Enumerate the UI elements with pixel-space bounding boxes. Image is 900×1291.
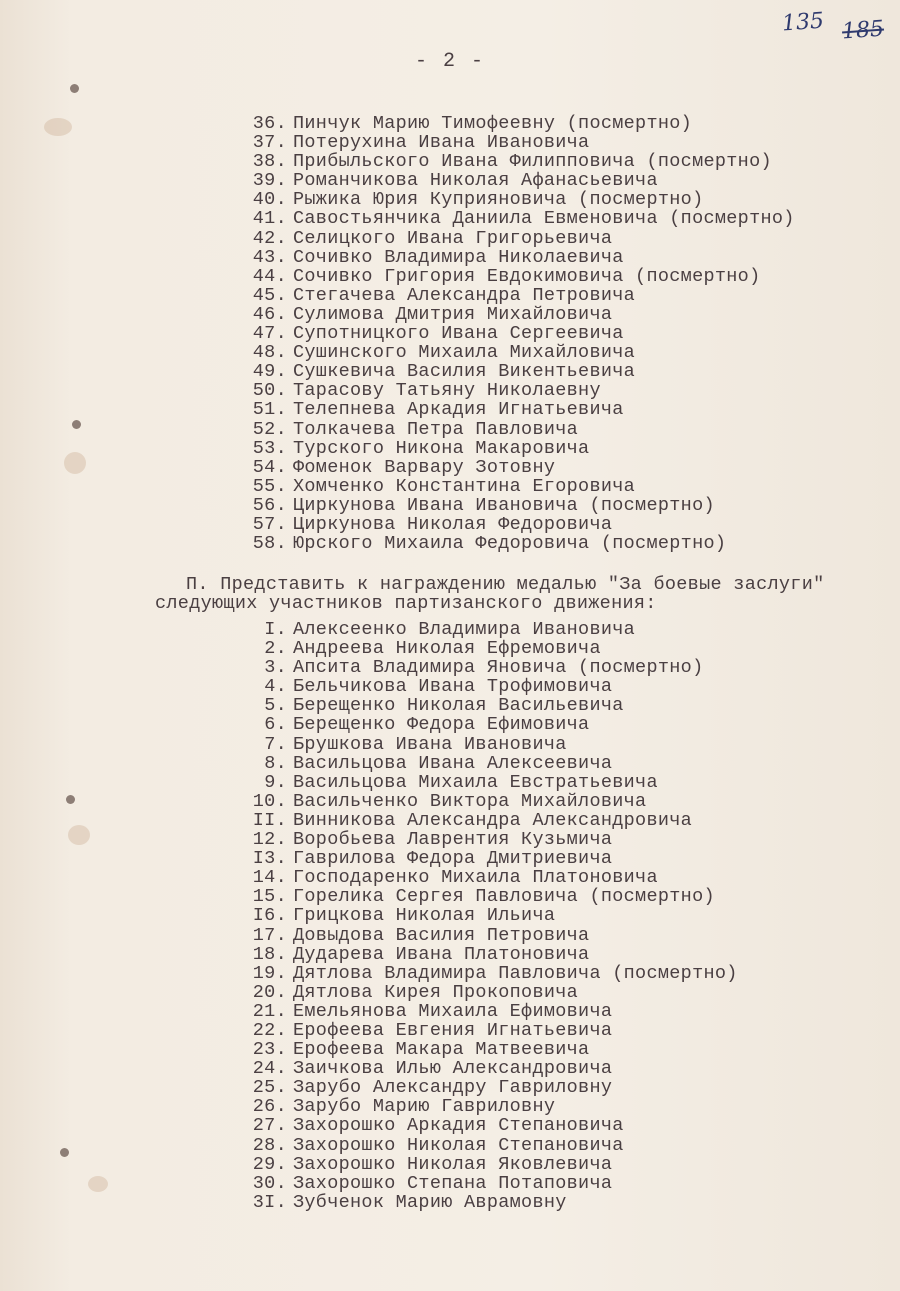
item-number: 42.	[252, 227, 287, 249]
person-name: Сушкевича Василия Викентьевича	[293, 361, 636, 383]
person-name: Хомченко Константина Егоровича	[293, 475, 636, 497]
list-item	[0, 1002, 900, 1021]
item-number: 38.	[252, 151, 287, 173]
person-name: Ерофеева Евгения Игнатьевича	[293, 1019, 613, 1041]
list-item	[0, 171, 900, 190]
person-name: Толкачева Петра Павловича	[293, 418, 579, 440]
item-number: I3.	[252, 848, 287, 870]
item-number: 45.	[252, 284, 287, 306]
person-name: Захорошко Степана Потаповича	[293, 1172, 613, 1194]
list-item	[0, 362, 900, 381]
person-name: Юрского Михаила Федоровича (посмертно)	[293, 533, 727, 555]
person-name: Васильченко Виктора Михайловича	[293, 790, 647, 812]
list-item	[0, 1097, 900, 1116]
person-name: Циркунова Николая Федоровича	[293, 513, 613, 535]
item-number: I.	[264, 619, 287, 640]
person-name: Дятлова Владимира Павловича (посмертно)	[293, 962, 738, 984]
section-heading-line1: П. Представить к награждению медалью "За боевые заслуги"	[186, 574, 825, 595]
list-item	[0, 439, 900, 458]
list-item	[0, 811, 900, 830]
person-name: Савостьянчика Даниила Евменовича (посмертно)	[293, 208, 795, 230]
person-name: Горелика Сергея Павловича (посмертно)	[293, 886, 715, 908]
list-item	[0, 420, 900, 439]
person-name: Супотницкого Ивана Сергеевича	[293, 323, 624, 345]
person-name: Рыжика Юрия Куприяновича (посмертно)	[293, 189, 704, 211]
person-name: Алексеенко Владимира Ивановича	[293, 619, 636, 640]
list-item	[0, 1155, 900, 1174]
person-name: Зубченок Марию Аврамовну	[293, 1191, 567, 1213]
item-number: 10.	[252, 790, 287, 812]
punch-hole	[70, 84, 79, 93]
person-name: Довыдова Василия Петровича	[293, 924, 590, 946]
person-name: Берещенко Николая Васильевича	[293, 695, 624, 717]
person-name: Романчикова Николая Афанасьевича	[293, 170, 658, 192]
list-item	[0, 343, 900, 362]
list-item	[0, 906, 900, 925]
person-name: Заичкова Илью Александровича	[293, 1058, 613, 1080]
item-number: 26.	[252, 1096, 287, 1118]
person-name: Гаврилова Федора Дмитриевича	[293, 848, 613, 870]
item-number: 27.	[252, 1115, 287, 1137]
list-item	[0, 868, 900, 887]
item-number: 8.	[264, 752, 287, 774]
item-number: 54.	[252, 456, 287, 478]
item-number: 43.	[252, 246, 287, 268]
list-item	[0, 639, 900, 658]
item-number: 14.	[252, 867, 287, 889]
item-number: 25.	[252, 1077, 287, 1099]
item-number: 47.	[252, 323, 287, 345]
list-item	[0, 1136, 900, 1155]
medal-awardee-list	[0, 620, 900, 1212]
person-name: Воробьева Лаврентия Кузьмича	[293, 829, 613, 851]
item-number: 3.	[264, 657, 287, 679]
person-name: Сулимова Дмитрия Михайловича	[293, 303, 613, 325]
section-heading-line2: следующих участников партизанского движения:	[155, 593, 657, 614]
person-name: Грицкова Николая Ильича	[293, 905, 556, 927]
item-number: 52.	[252, 418, 287, 440]
item-number: 55.	[252, 475, 287, 497]
item-number: 17.	[252, 924, 287, 946]
list-item	[0, 324, 900, 343]
item-number: 21.	[252, 1000, 287, 1022]
item-number: 30.	[252, 1172, 287, 1194]
person-name: Дударева Ивана Платоновича	[293, 943, 590, 965]
list-item	[0, 677, 900, 696]
person-name: Сочивко Владимира Николаевича	[293, 246, 624, 268]
list-item	[0, 190, 900, 209]
list-item	[0, 114, 900, 133]
list-item	[0, 983, 900, 1002]
person-name: Циркунова Ивана Ивановича (посмертно)	[293, 494, 715, 516]
list-item	[0, 1040, 900, 1059]
list-item	[0, 1193, 900, 1212]
list-item	[0, 715, 900, 734]
person-name: Брушкова Ивана Ивановича	[293, 733, 567, 755]
person-name: Апсита Владимира Яновича (посмертно)	[293, 657, 704, 679]
person-name: Сушинского Михаила Михайловича	[293, 342, 636, 364]
list-item	[0, 209, 900, 228]
item-number: 41.	[252, 208, 287, 230]
list-item	[0, 1078, 900, 1097]
item-number: 20.	[252, 981, 287, 1003]
list-item	[0, 1059, 900, 1078]
item-number: 51.	[252, 399, 287, 421]
item-number: 46.	[252, 303, 287, 325]
list-item	[0, 773, 900, 792]
person-name: Захорошко Николая Яковлевича	[293, 1153, 613, 1175]
item-number: 36.	[252, 113, 287, 134]
item-number: 19.	[252, 962, 287, 984]
item-number: 48.	[252, 342, 287, 364]
item-number: 7.	[264, 733, 287, 755]
item-number: 40.	[252, 189, 287, 211]
list-item	[0, 305, 900, 324]
list-item	[0, 1021, 900, 1040]
item-number: 37.	[252, 132, 287, 154]
item-number: 22.	[252, 1019, 287, 1041]
item-number: I6.	[252, 905, 287, 927]
list-item	[0, 620, 900, 639]
list-item	[0, 964, 900, 983]
person-name: Тарасову Татьяну Николаевну	[293, 380, 601, 402]
person-name: Пинчук Марию Тимофеевну (посмертно)	[293, 113, 693, 134]
person-name: Дятлова Кирея Прокоповича	[293, 981, 579, 1003]
person-name: Васильцова Михаила Евстратьевича	[293, 771, 658, 793]
list-item	[0, 887, 900, 906]
item-number: 29.	[252, 1153, 287, 1175]
item-number: 57.	[252, 513, 287, 535]
list-item	[0, 658, 900, 677]
item-number: 15.	[252, 886, 287, 908]
item-number: 56.	[252, 494, 287, 516]
item-number: 3I.	[252, 1191, 287, 1213]
person-name: Потерухина Ивана Ивановича	[293, 132, 590, 154]
person-name: Стегачева Александра Петровича	[293, 284, 636, 306]
person-name: Селицкого Ивана Григорьевича	[293, 227, 613, 249]
list-item	[0, 458, 900, 477]
item-number: II.	[252, 809, 287, 831]
handwritten-folio-number: 135	[781, 8, 825, 37]
list-item	[0, 381, 900, 400]
person-name: Сочивко Григория Евдокимовича (посмертно)	[293, 265, 761, 287]
list-item	[0, 1116, 900, 1135]
item-number: 4.	[264, 676, 287, 698]
awardee-list-continued	[0, 114, 900, 553]
person-name: Андреева Николая Ефремовича	[293, 638, 601, 660]
person-name: Турского Никона Макаровича	[293, 437, 590, 459]
list-item	[0, 926, 900, 945]
person-name: Ерофеева Макара Матвеевича	[293, 1039, 590, 1061]
item-number: 12.	[252, 829, 287, 851]
person-name: Захорошко Николая Степановича	[293, 1134, 624, 1156]
item-number: 44.	[252, 265, 287, 287]
item-number: 6.	[264, 714, 287, 736]
list-item	[0, 515, 900, 534]
person-name: Зарубо Александру Гавриловну	[293, 1077, 613, 1099]
list-item	[0, 267, 900, 286]
person-name: Берещенко Федора Ефимовича	[293, 714, 590, 736]
item-number: 24.	[252, 1058, 287, 1080]
list-item	[0, 133, 900, 152]
item-number: 53.	[252, 437, 287, 459]
list-item	[0, 534, 900, 553]
list-item	[0, 735, 900, 754]
item-number: 2.	[264, 638, 287, 660]
person-name: Господаренко Михаила Платоновича	[293, 867, 658, 889]
person-name: Телепнева Аркадия Игнатьевича	[293, 399, 624, 421]
person-name: Бельчикова Ивана Трофимовича	[293, 676, 613, 698]
person-name: Захорошко Аркадия Степановича	[293, 1115, 624, 1137]
list-item	[0, 400, 900, 419]
handwritten-struck-number: 185	[841, 16, 885, 45]
list-item	[0, 792, 900, 811]
list-item	[0, 1174, 900, 1193]
item-number: 50.	[252, 380, 287, 402]
item-number: 23.	[252, 1039, 287, 1061]
item-number: 28.	[252, 1134, 287, 1156]
list-item	[0, 754, 900, 773]
list-item	[0, 849, 900, 868]
list-item	[0, 152, 900, 171]
person-name: Васильцова Ивана Алексеевича	[293, 752, 613, 774]
list-item	[0, 477, 900, 496]
person-name: Винникова Александра Александровича	[293, 809, 693, 831]
list-item	[0, 229, 900, 248]
item-number: 5.	[264, 695, 287, 717]
item-number: 58.	[252, 533, 287, 555]
list-item	[0, 945, 900, 964]
item-number: 49.	[252, 361, 287, 383]
list-item	[0, 248, 900, 267]
person-name: Зарубо Марию Гавриловну	[293, 1096, 556, 1118]
list-item	[0, 696, 900, 715]
list-item	[0, 830, 900, 849]
list-item	[0, 286, 900, 305]
item-number: 39.	[252, 170, 287, 192]
person-name: Емельянова Михаила Ефимовича	[293, 1000, 613, 1022]
person-name: Фоменок Варвару Зотовну	[293, 456, 556, 478]
page-number: - 2 -	[414, 50, 485, 73]
list-item	[0, 496, 900, 515]
person-name: Прибыльского Ивана Филипповича (посмертно)	[293, 151, 772, 173]
item-number: 18.	[252, 943, 287, 965]
item-number: 9.	[264, 771, 287, 793]
